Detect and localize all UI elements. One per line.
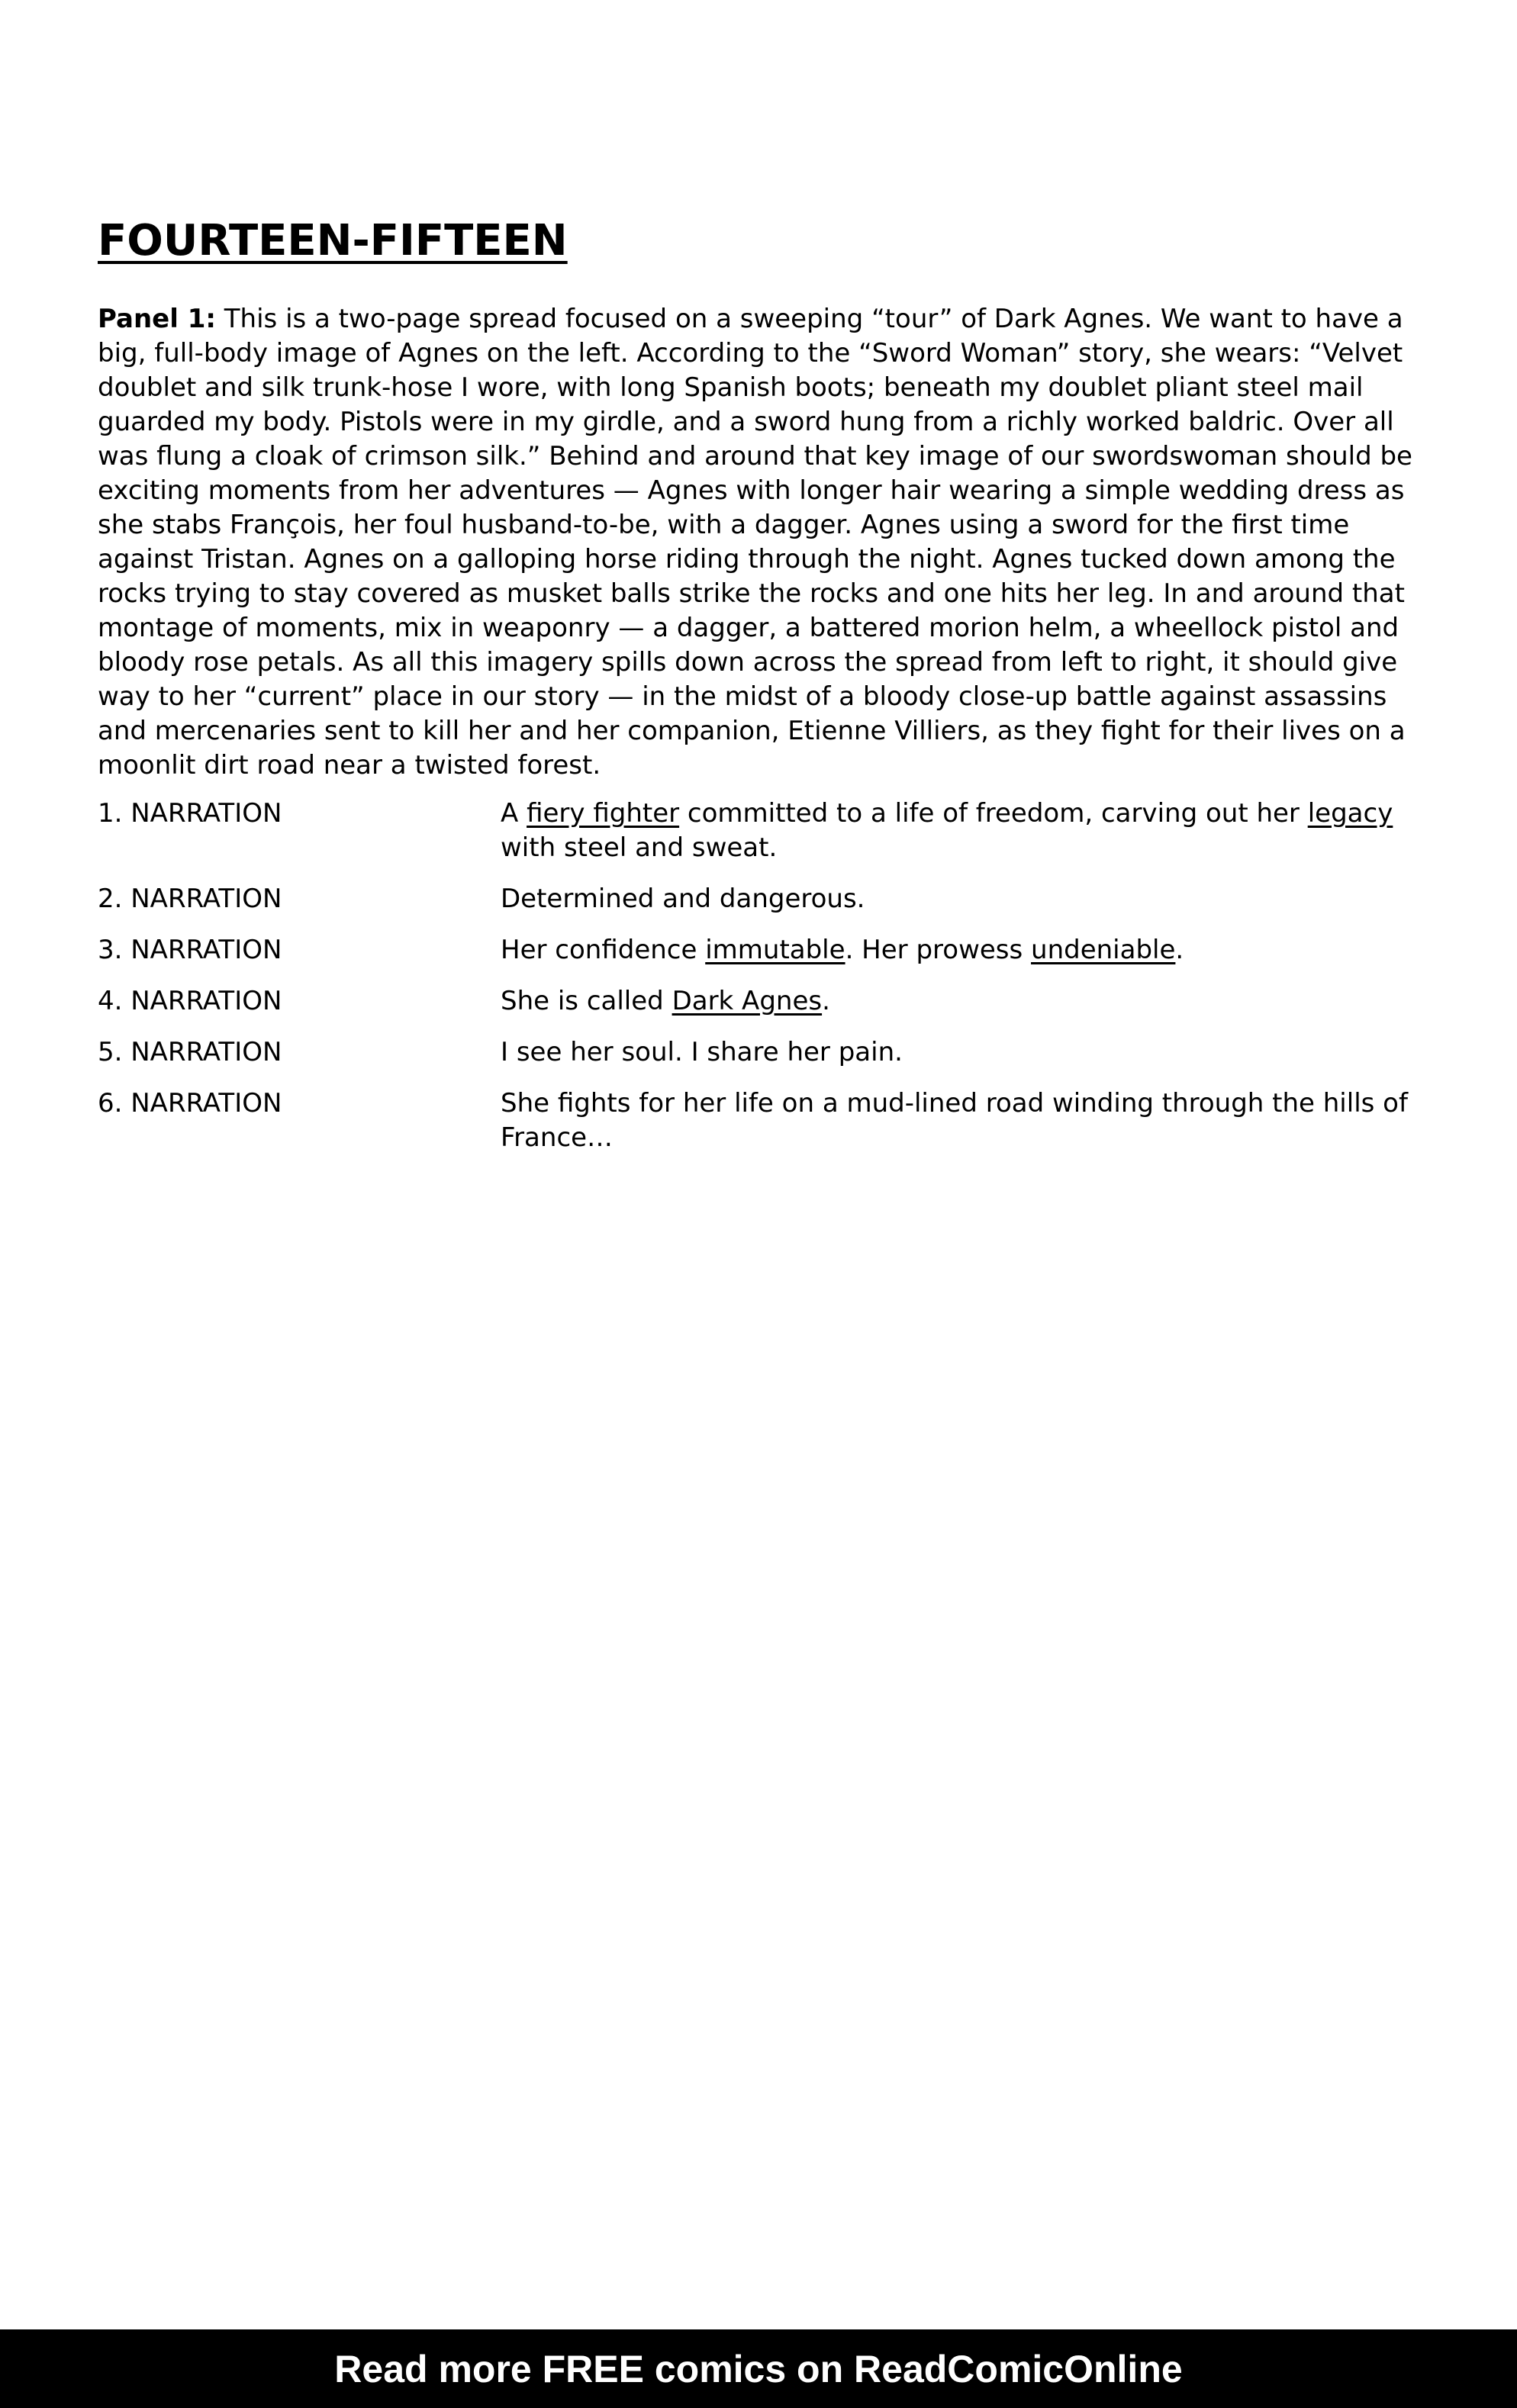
narration-row <box>98 984 1418 1019</box>
script-page <box>98 214 1418 1172</box>
narration-number: 4. NARRATION <box>98 986 282 1016</box>
narration-text <box>501 882 1418 916</box>
panel-description <box>98 302 1418 783</box>
narration-number: 1. NARRATION <box>98 798 282 829</box>
footer-link-text[interactable]: Read more FREE comics on ReadComicOnline <box>334 2347 1183 2390</box>
narration-text <box>501 797 1418 865</box>
narration-number: 3. NARRATION <box>98 935 282 965</box>
narration-segment: She fights for her life on a mud-lined road winding through the hills of France… <box>501 1088 1408 1153</box>
narration-segment: with steel and sweat. <box>501 832 778 863</box>
narration-text <box>501 1035 1418 1070</box>
narration-segment: I see her soul. I share her pain. <box>501 1037 903 1067</box>
panel-description-text: This is a two-page spread focused on a sweeping “tour” of Dark Agnes. We want to have a big, full-body image of Agnes on the left. According to the “Sword Woman” story, she wears: “Velvet doublet and silk trunk-hose I wore, with long Spanish boots; beneath my doublet pliant steel mail guarded my body. Pistols were in my girdle, and a sword hung from a richly worked baldric. Over all was flung a cloak of crimson silk.” Behind and around that key image of our swordswoman should be exciting moments from her adventures — Agnes with longer hair wearing a simple wedding dress as she stabs François, her foul husband-to-be, with a dagger. Agnes using a sword for the first time against Tristan. Agnes on a galloping horse riding through the night. Agnes tucked down among the rocks trying to stay covered as musket balls strike the rocks and one hits her leg. In and around that montage of moments, mix in weaponry — a dagger, a battered morion helm, a wheellock pistol and bloody rose petals. As all this imagery spills down across the spread from left to right, it should give way to her “current” place in our story — in the midst of a bloody close-up battle against assassins and mercenaries sent to kill her and her companion, Etienne Villiers, as they fight for their lives on a moonlit dirt road near a twisted forest. <box>98 304 1412 781</box>
narration-text <box>501 1086 1418 1155</box>
narration-row <box>98 882 1418 916</box>
page-title: FOURTEEN-FIFTEEN <box>98 216 568 266</box>
narration-text <box>501 933 1418 967</box>
narration-emphasis: immutable <box>705 935 845 965</box>
narration-segment: . Her prowess <box>845 935 1032 965</box>
narration-number: 6. NARRATION <box>98 1088 282 1119</box>
narration-segment: . <box>822 986 830 1016</box>
narration-emphasis: legacy <box>1307 798 1393 829</box>
narration-segment: . <box>1175 935 1184 965</box>
narration-row <box>98 1086 1418 1155</box>
narration-segment: A <box>501 798 527 829</box>
footer-banner[interactable] <box>0 2329 1517 2408</box>
narration-emphasis: Dark Agnes <box>672 986 823 1016</box>
narration-emphasis: undeniable <box>1031 935 1176 965</box>
panel-label: Panel 1: <box>98 304 216 334</box>
narration-text <box>501 984 1418 1019</box>
narration-segment: committed to a life of freedom, carving out her <box>679 798 1308 829</box>
narration-number: 2. NARRATION <box>98 884 282 914</box>
narration-row <box>98 933 1418 967</box>
narration-segment: Her confidence <box>501 935 706 965</box>
narration-list <box>98 797 1418 1155</box>
narration-number: 5. NARRATION <box>98 1037 282 1067</box>
narration-row <box>98 797 1418 865</box>
narration-segment: She is called <box>501 986 672 1016</box>
narration-row <box>98 1035 1418 1070</box>
narration-segment: Determined and dangerous. <box>501 884 865 914</box>
narration-emphasis: fiery fighter <box>527 798 680 829</box>
